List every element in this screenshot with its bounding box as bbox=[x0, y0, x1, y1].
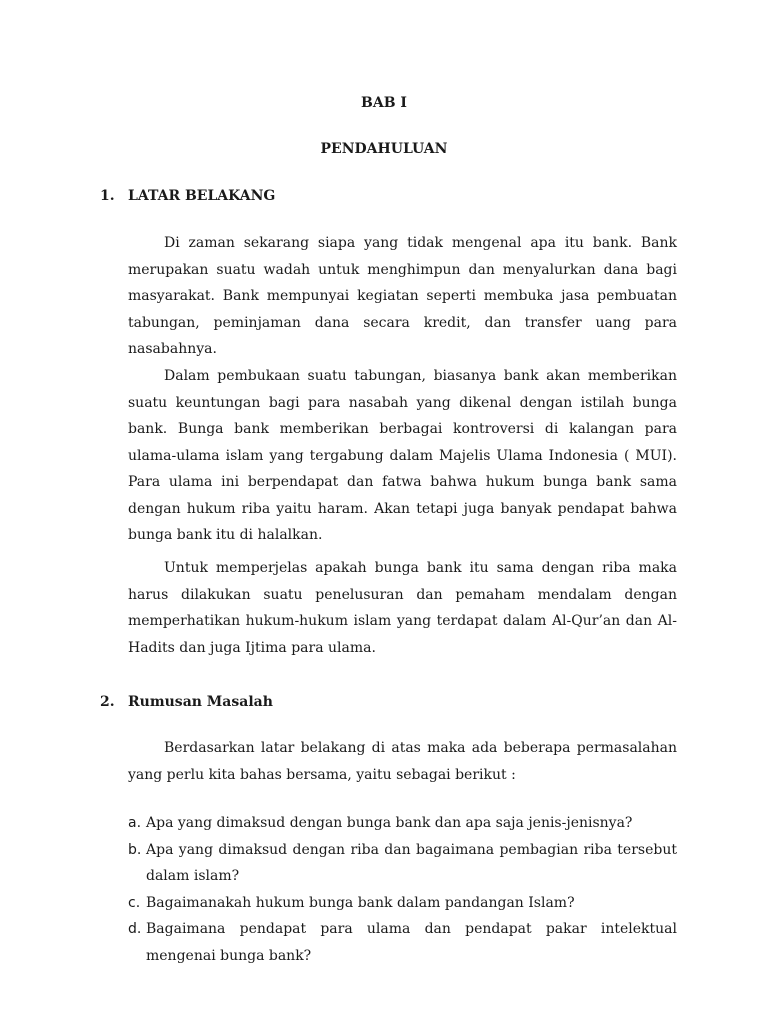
section-heading-text: LATAR BELAKANG bbox=[128, 188, 276, 204]
chapter-title: PENDAHULUAN bbox=[320, 141, 448, 157]
question-list bbox=[128, 810, 677, 969]
list-marker: b. bbox=[128, 841, 142, 858]
list-item bbox=[128, 810, 677, 837]
section-heading-latar-belakang bbox=[100, 187, 275, 205]
list-item bbox=[128, 890, 677, 917]
section-number: 2. bbox=[100, 694, 115, 710]
list-item-text: Bagaimana pendapat para ulama dan pendapat pakar intelektual mengenai bunga bank? bbox=[146, 921, 677, 964]
list-marker: a. bbox=[128, 815, 142, 831]
section-number: 1. bbox=[100, 188, 115, 204]
paragraph: Di zaman sekarang siapa yang tidak mengenal apa itu bank. Bank merupakan suatu wadah untuk menghimpun dan menyalurkan dana bagi masyarakat. Bank mempunyai kegiatan seperti membuka jasa pembuatan tabungan, peminjaman dana secara kredit, dan transfer uang para nasabahnya. bbox=[128, 235, 677, 357]
list-item-text: Apa yang dimaksud dengan bunga bank dan apa saja jenis-jenisnya? bbox=[146, 815, 633, 831]
list-item-text: Apa yang dimaksud dengan riba dan bagaimana pembagian riba tersebut dalam islam? bbox=[146, 841, 677, 884]
list-item bbox=[128, 916, 677, 969]
section-heading-text: Rumusan Masalah bbox=[128, 694, 273, 710]
list-item bbox=[128, 837, 677, 890]
paragraph: Untuk memperjelas apakah bunga bank itu sama dengan riba maka harus dilakukan suatu penelusuran dan pemaham mendalam dengan memperhatikan hukum-hukum islam yang terdapat dalam Al-Qur’an dan Al-Hadits dan juga Ijtima para ulama. bbox=[128, 560, 677, 656]
list-item-text: Bagaimanakah hukum bunga bank dalam pandangan Islam? bbox=[146, 894, 575, 911]
paragraph: Berdasarkan latar belakang di atas maka ada beberapa permasalahan yang perlu kita bahas bersama, yaitu sebagai berikut : bbox=[128, 740, 677, 783]
list-marker: d. bbox=[128, 921, 142, 937]
chapter-label: BAB I bbox=[361, 95, 407, 111]
paragraph: Dalam pembukaan suatu tabungan, biasanya bank akan memberikan suatu keuntungan bagi para nasabah yang dikenal dengan istilah bunga bank. Bunga bank memberikan berbagai kontroversi di kalangan para ulama-ulama islam yang tergabung dalam Majelis Ulama Indonesia ( MUI). Para ulama ini berpendapat dan fatwa bahwa hukum bunga bank sama dengan hukum riba yaitu haram. Akan tetapi juga banyak pendapat bahwa bunga bank itu di halalkan. bbox=[128, 368, 677, 543]
list-marker: c. bbox=[128, 894, 141, 911]
section-heading-rumusan-masalah bbox=[100, 693, 273, 711]
